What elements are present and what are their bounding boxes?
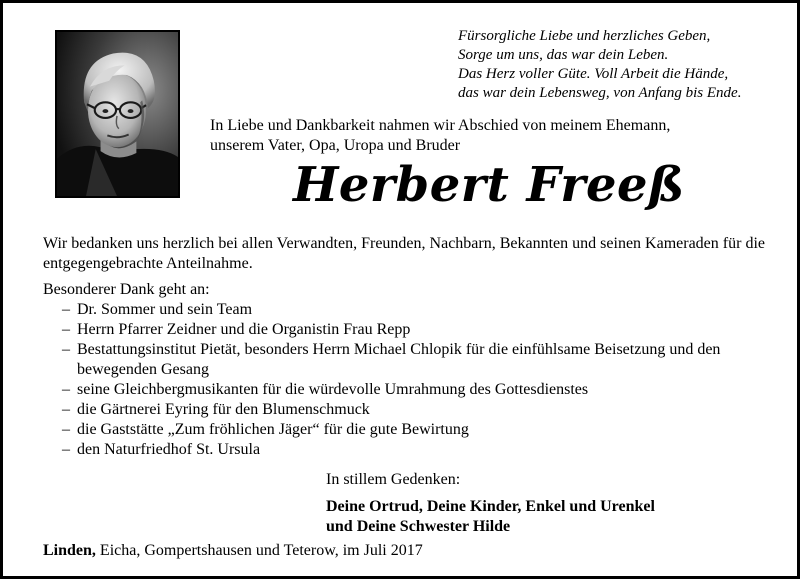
footer-place: Linden, bbox=[43, 542, 96, 559]
list-item bbox=[43, 300, 768, 320]
list-item-text: Herrn Pfarrer Zeidner und die Organistin Frau Repp bbox=[77, 321, 411, 338]
special-thanks bbox=[43, 280, 768, 460]
dash-bullet: – bbox=[62, 301, 70, 318]
special-thanks-title: Besonderer Dank geht an: bbox=[43, 281, 210, 298]
place-date-footer bbox=[43, 541, 423, 561]
list-item bbox=[43, 380, 768, 400]
portrait-image bbox=[57, 32, 178, 196]
list-item bbox=[43, 340, 768, 380]
intro-line: unserem Vater, Opa, Uropa und Bruder bbox=[210, 137, 461, 154]
dash-bullet: – bbox=[62, 401, 70, 418]
deceased-name: Herbert Freeß bbox=[293, 157, 686, 213]
list-item bbox=[43, 320, 768, 340]
list-item-text: den Naturfriedhof St. Ursula bbox=[77, 441, 261, 458]
thanks-paragraph: Wir bedanken uns herzlich bei allen Verwandten, Freunden, Nachbarn, Bekannten und seinen Kameraden für die entgegengebrachte Anteilnahme. bbox=[43, 235, 765, 272]
family-line: und Deine Schwester Hilde bbox=[326, 518, 511, 535]
dash-bullet: – bbox=[62, 421, 70, 438]
intro-line: In Liebe und Dankbarkeit nahmen wir Abschied von meinem Ehemann, bbox=[210, 117, 671, 134]
poem-line: Sorge um uns, das war dein Leben. bbox=[458, 47, 669, 63]
intro-text bbox=[210, 116, 670, 156]
poem-line: Das Herz voller Güte. Voll Arbeit die Hände, bbox=[458, 66, 729, 82]
poem-line: das war dein Lebensweg, von Anfang bis Ende. bbox=[458, 85, 742, 101]
dash-bullet: – bbox=[62, 441, 70, 458]
list-item-text: seine Gleichbergmusikanten für die würdevolle Umrahmung des Gottesdienstes bbox=[77, 381, 589, 398]
dash-bullet: – bbox=[62, 321, 70, 338]
list-item bbox=[43, 440, 768, 460]
dash-bullet: – bbox=[62, 381, 70, 398]
list-item bbox=[43, 400, 768, 420]
list-item-text: die Gärtnerei Eyring für den Blumenschmuck bbox=[77, 401, 370, 418]
memory-label: In stillem Gedenken: bbox=[326, 471, 461, 488]
special-thanks-list bbox=[43, 300, 768, 460]
poem bbox=[458, 27, 788, 103]
list-item-text: Bestattungsinstitut Pietät, besonders Herrn Michael Chlopik für die einfühlsame Beisetzung und den bewegenden Gesang bbox=[77, 341, 721, 378]
footer-rest: Eicha, Gompertshausen und Teterow, im Juli 2017 bbox=[95, 542, 423, 559]
list-item bbox=[43, 420, 768, 440]
family-line: Deine Ortrud, Deine Kinder, Enkel und Urenkel bbox=[326, 498, 655, 515]
list-item-text: die Gaststätte „Zum fröhlichen Jäger“ für die gute Bewirtung bbox=[77, 421, 469, 438]
dash-bullet: – bbox=[62, 341, 70, 358]
memory-block bbox=[326, 470, 655, 537]
poem-line: Fürsorgliche Liebe und herzliches Geben, bbox=[458, 28, 711, 44]
list-item-text: Dr. Sommer und sein Team bbox=[77, 301, 253, 318]
portrait-photo bbox=[55, 30, 180, 198]
